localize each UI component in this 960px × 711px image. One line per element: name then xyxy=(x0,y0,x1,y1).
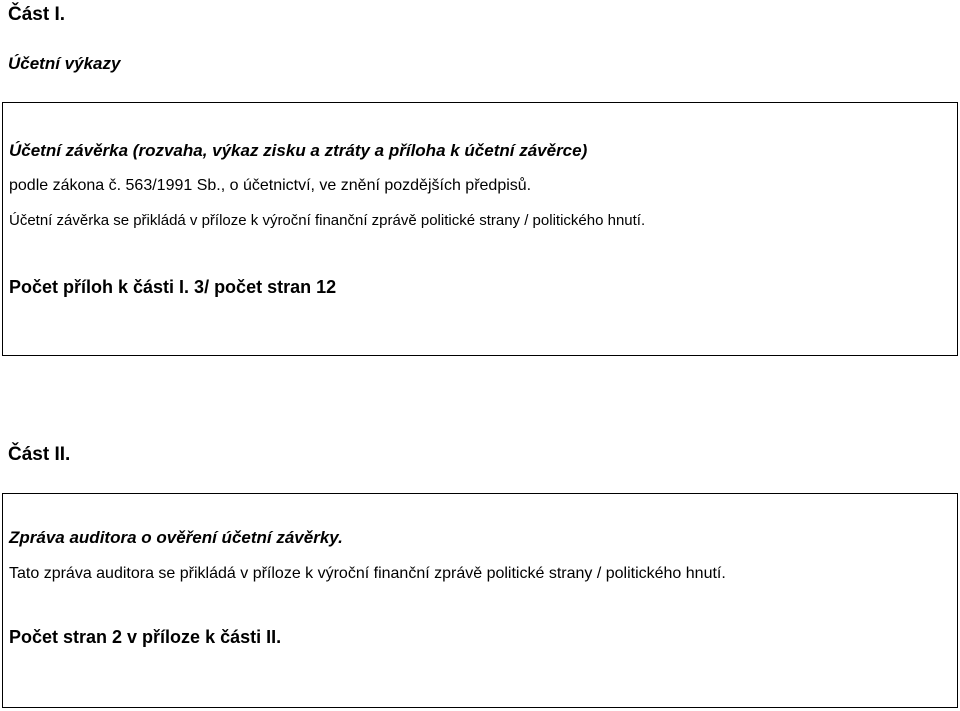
part1-box-law-line: podle zákona č. 563/1991 Sb., o účetnictví, ve znění pozdějších předpisů. xyxy=(9,177,532,194)
part1-box-title: Účetní závěrka (rozvaha, výkaz zisku a ztráty a příloha k účetní závěrce) xyxy=(9,141,588,160)
part2-box-count-line: Počet stran 2 v příloze k části II. xyxy=(9,627,282,647)
part1-subheading: Účetní výkazy xyxy=(8,54,121,73)
part2-heading: Část II. xyxy=(8,444,71,465)
part1-box-note: Účetní závěrka se přikládá v příloze k výroční finanční zprávě politické strany / politického hnutí. xyxy=(9,212,646,229)
part2-box-title: Zpráva auditora o ověření účetní závěrky. xyxy=(9,528,343,547)
part1-heading: Část I. xyxy=(8,4,66,25)
part1-box-count-line: Počet příloh k části I. 3/ počet stran 12 xyxy=(9,277,337,297)
part2-box xyxy=(2,493,958,708)
part1-box xyxy=(2,102,958,356)
part2-box-note: Tato zpráva auditora se přikládá v příloze k výroční finanční zprávě politické strany / politického hnutí. xyxy=(9,565,726,582)
